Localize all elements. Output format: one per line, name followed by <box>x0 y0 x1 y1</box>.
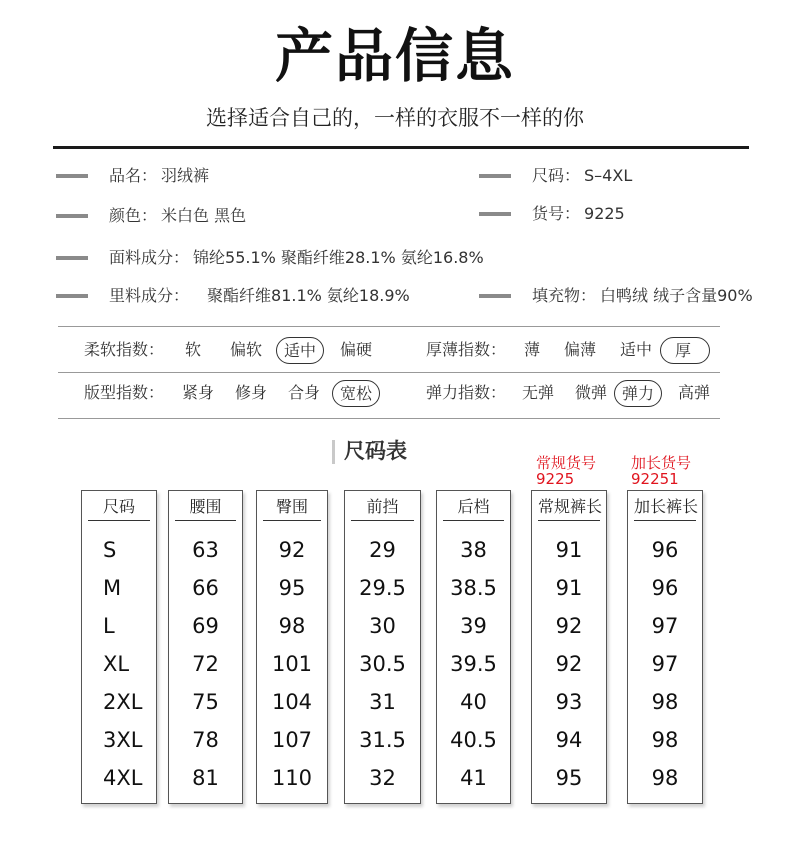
size-cell: 97 <box>651 652 679 676</box>
size-cell: 4XL <box>103 766 143 790</box>
info-name-value: 羽绒裤 <box>161 166 210 185</box>
info-item-no <box>532 203 625 225</box>
elasticity-option-selected: 弹力 <box>614 380 662 407</box>
size-cell: S <box>103 538 117 562</box>
thickness-option-3: 适中 <box>620 340 653 359</box>
info-color <box>109 205 246 227</box>
size-column-header: 后档 <box>443 493 504 521</box>
info-size-range <box>532 165 632 187</box>
regular-code-label <box>536 455 596 487</box>
size-cell: 39 <box>460 614 487 638</box>
regular-code-name: 常规货号 <box>536 454 597 472</box>
size-table-title: 尺码表 <box>344 439 407 463</box>
softness-option-1: 软 <box>185 340 202 359</box>
size-cell: 96 <box>651 576 679 600</box>
bullet-dash-icon <box>479 174 511 178</box>
elasticity-label: 弹力指数： <box>426 383 507 402</box>
size-column-header: 常规裤长 <box>538 493 600 521</box>
fit-option-2: 修身 <box>235 383 268 402</box>
size-cell: 31.5 <box>359 728 406 752</box>
fit-option-3: 合身 <box>288 383 321 402</box>
info-filling-label: 填充物： <box>532 286 597 305</box>
size-cell: 101 <box>271 652 313 676</box>
size-cell: 66 <box>192 576 219 600</box>
info-lining-value: 聚酯纤维81.1% 氨纶18.9% <box>207 286 410 305</box>
size-cell: 93 <box>555 690 583 714</box>
size-cell: 69 <box>192 614 219 638</box>
long-code-name: 加长货号 <box>631 454 692 472</box>
bullet-dash-icon <box>479 294 511 298</box>
fit-option-1: 紧身 <box>182 383 215 402</box>
size-cell: 40 <box>460 690 487 714</box>
size-cell: 31 <box>369 690 396 714</box>
size-cell: 94 <box>555 728 583 752</box>
size-cell: 107 <box>271 728 313 752</box>
indices-mid-divider <box>58 372 720 373</box>
indices-bottom-divider <box>58 418 720 419</box>
size-cell: 72 <box>192 652 219 676</box>
size-cell: 98 <box>651 766 679 790</box>
info-color-label: 颜色： <box>109 206 158 225</box>
info-item-no-value: 9225 <box>584 204 625 223</box>
info-lining <box>109 285 410 307</box>
long-code-label <box>631 455 691 487</box>
softness-option-selected: 适中 <box>276 337 324 364</box>
size-column-header: 臀围 <box>263 493 321 521</box>
thickness-option-2: 偏薄 <box>564 340 597 359</box>
elasticity-option-4: 高弹 <box>678 383 711 402</box>
thickness-label: 厚薄指数： <box>426 340 507 359</box>
size-cell: 91 <box>555 576 583 600</box>
size-cell: 38 <box>460 538 487 562</box>
size-cell: 92 <box>555 652 583 676</box>
size-cell: 92 <box>278 538 306 562</box>
size-cell: 110 <box>271 766 313 790</box>
size-column <box>81 490 157 804</box>
size-cell: 32 <box>369 766 396 790</box>
info-filling <box>532 285 753 307</box>
indices-top-divider <box>58 326 720 327</box>
size-column-header: 前挡 <box>351 493 414 521</box>
size-cell: 78 <box>192 728 219 752</box>
size-cell: 95 <box>555 766 583 790</box>
bullet-dash-icon <box>56 214 88 218</box>
size-cell: 92 <box>555 614 583 638</box>
softness-option-4: 偏硬 <box>340 340 373 359</box>
size-column <box>168 490 243 804</box>
bullet-dash-icon <box>56 256 88 260</box>
page-subtitle: 选择适合自己的，一样的衣服不一样的你 <box>206 106 584 130</box>
size-cell: 29.5 <box>359 576 406 600</box>
info-name-label: 品名： <box>109 166 158 185</box>
size-cell: 38.5 <box>450 576 497 600</box>
size-column-header: 尺码 <box>88 493 150 521</box>
page-title: 产品信息 <box>274 22 515 90</box>
size-title-accent-bar <box>332 440 335 464</box>
size-cell: 81 <box>192 766 219 790</box>
size-column <box>531 490 607 804</box>
size-column <box>344 490 421 804</box>
bullet-dash-icon <box>479 212 511 216</box>
size-cell: 2XL <box>103 690 143 714</box>
size-cell: 30 <box>369 614 396 638</box>
size-column-header: 腰围 <box>175 493 236 521</box>
elasticity-option-2: 微弹 <box>575 383 608 402</box>
header-divider <box>53 146 749 149</box>
info-lining-label: 里料成分： <box>109 286 190 305</box>
size-cell: 96 <box>651 538 679 562</box>
regular-code-number: 9225 <box>536 470 575 488</box>
size-cell: 98 <box>278 614 306 638</box>
size-cell: 39.5 <box>450 652 497 676</box>
size-cell: 91 <box>555 538 583 562</box>
thickness-option-1: 薄 <box>524 340 541 359</box>
size-cell: 104 <box>271 690 313 714</box>
softness-option-2: 偏软 <box>230 340 263 359</box>
size-cell: 30.5 <box>359 652 406 676</box>
size-cell: 41 <box>460 766 487 790</box>
size-cell: 75 <box>192 690 219 714</box>
size-cell: L <box>103 614 115 638</box>
size-column <box>627 490 703 804</box>
size-cell: 98 <box>651 690 679 714</box>
info-size-range-label: 尺码： <box>532 166 581 185</box>
elasticity-option-1: 无弹 <box>522 383 555 402</box>
indices-row-2 <box>84 378 724 408</box>
info-fabric <box>109 247 484 269</box>
size-column <box>256 490 328 804</box>
size-cell: 29 <box>369 538 396 562</box>
info-item-no-label: 货号： <box>532 204 581 223</box>
info-size-range-value: S–4XL <box>584 166 633 185</box>
bullet-dash-icon <box>56 294 88 298</box>
size-cell: 40.5 <box>450 728 497 752</box>
size-cell: 98 <box>651 728 679 752</box>
size-cell: 95 <box>278 576 306 600</box>
info-fabric-label: 面料成分： <box>109 248 190 267</box>
info-fabric-value: 锦纶55.1% 聚酯纤维28.1% 氨纶16.8% <box>193 248 484 267</box>
size-column <box>436 490 511 804</box>
indices-row-1 <box>84 335 724 365</box>
size-cell: 63 <box>192 538 219 562</box>
info-color-value: 米白色 黑色 <box>161 206 247 225</box>
info-name <box>109 165 209 187</box>
size-column-header: 加长裤长 <box>634 493 696 521</box>
softness-label: 柔软指数： <box>84 340 165 359</box>
info-filling-value: 白鸭绒 绒子含量90% <box>600 286 753 305</box>
bullet-dash-icon <box>56 174 88 178</box>
fit-option-selected: 宽松 <box>332 380 380 407</box>
size-cell: 3XL <box>103 728 143 752</box>
size-cell: 97 <box>651 614 679 638</box>
size-cell: M <box>103 576 122 600</box>
fit-label: 版型指数： <box>84 383 165 402</box>
long-code-number: 92251 <box>631 470 679 488</box>
size-cell: XL <box>103 652 130 676</box>
thickness-option-selected: 厚 <box>660 337 710 364</box>
